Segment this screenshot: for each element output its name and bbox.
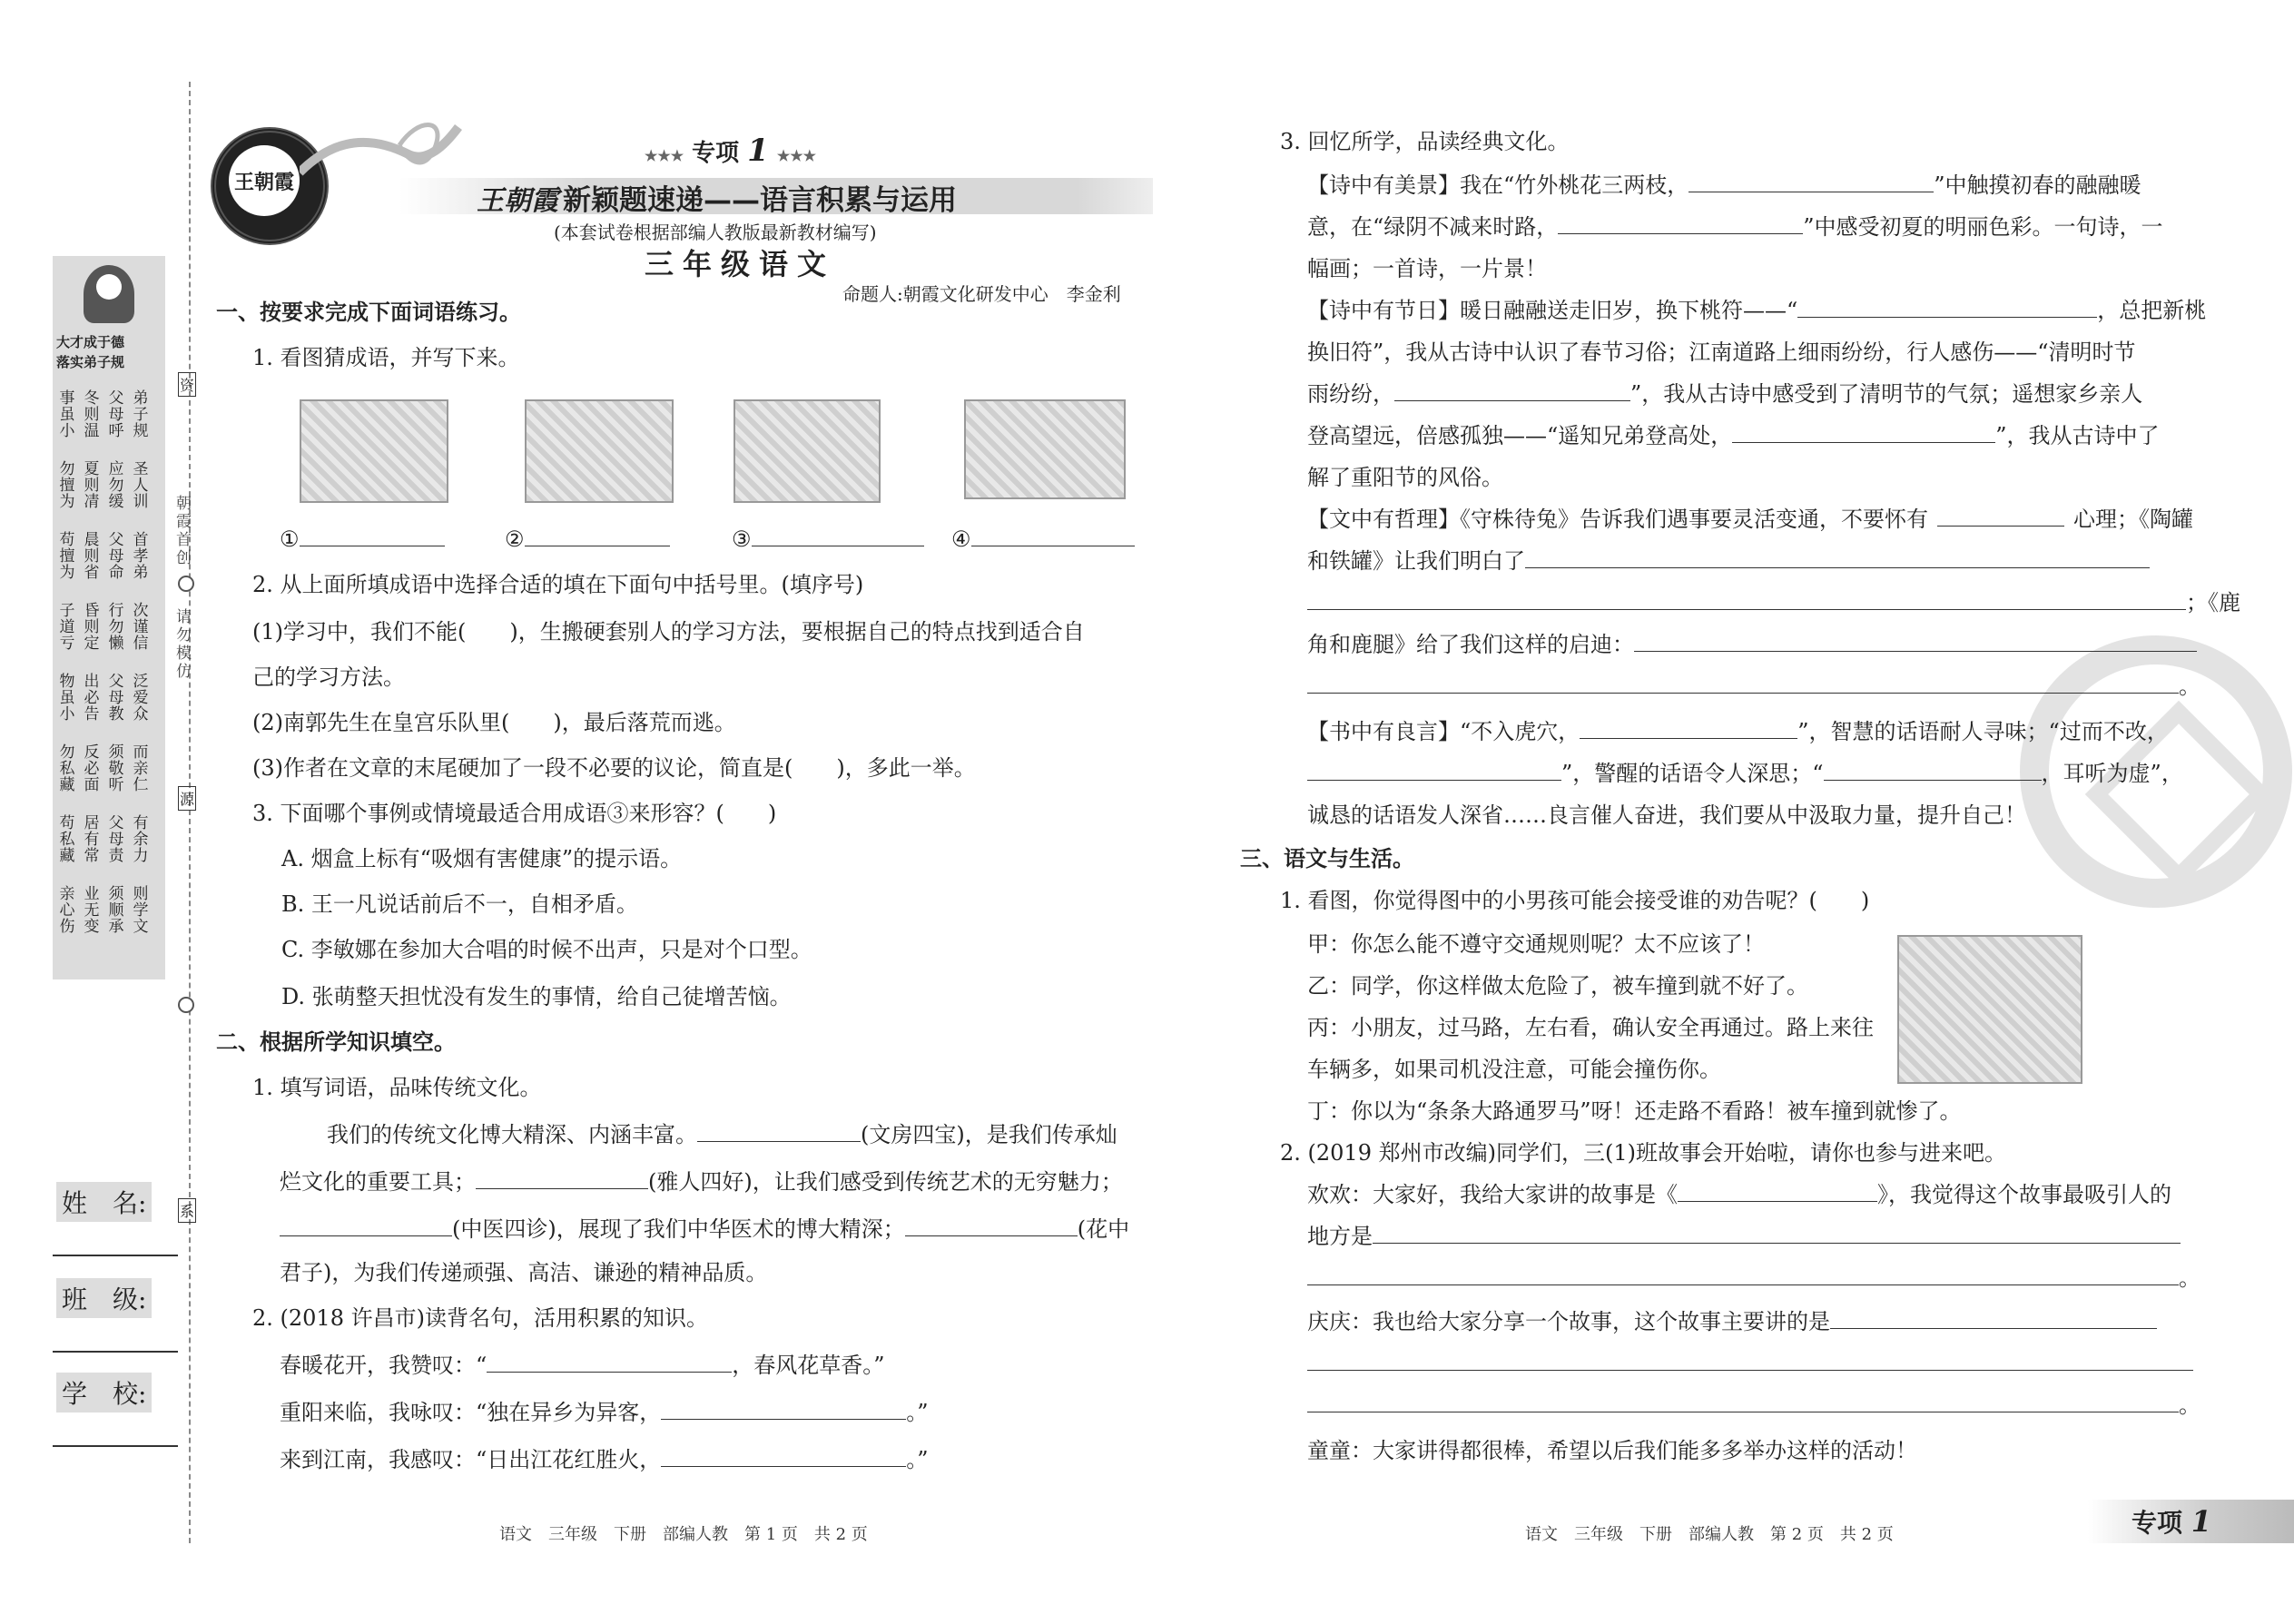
poem-text-2b: 。” xyxy=(906,1400,929,1425)
sidebar-verse: 父 母 呼 xyxy=(108,389,124,440)
classic-line-15 xyxy=(1307,759,2183,788)
story-line-6 xyxy=(1307,1391,2200,1420)
sidebar-slogan-1: 大才成于德 xyxy=(56,334,125,350)
classic-line-4 xyxy=(1307,296,2206,325)
blank-classic-11[interactable] xyxy=(1307,589,2186,610)
classic-line-9 xyxy=(1307,505,2193,534)
sidebar-verse: 须 顺 承 xyxy=(108,885,124,936)
question-1-3: 3. 下面哪个事例或情境最适合用成语③来形容？( ) xyxy=(252,801,777,826)
story-text-1b: 》，我觉得这个故事最吸引人的 xyxy=(1877,1182,2171,1207)
classic-text-6a: 雨纷纷， xyxy=(1307,381,1394,407)
name-label: 姓 名: xyxy=(56,1182,152,1222)
sidebar-verse: 父 母 责 xyxy=(108,814,124,865)
classic-line-16: 诚恳的话语发人深省……良言催人奋进，我们要从中汲取力量，提升自己！ xyxy=(1307,802,2026,828)
classic-text-2b: ”中感受初夏的明丽色彩。一句诗，一 xyxy=(1803,214,2163,240)
sidebar-verse: 父 母 教 xyxy=(108,673,124,723)
story-line-5 xyxy=(1307,1349,2193,1378)
classic-text-13: 。 xyxy=(2179,674,2200,699)
sidebar-verse: 晨 则 省 xyxy=(84,531,100,582)
grade-title: 三年级语文 xyxy=(645,247,836,281)
sidebar-verse: 须 敬 听 xyxy=(108,743,124,794)
question-1-2-1a: (1)学习中，我们不能( )，生搬硬套别人的学习方法，要根据自己的特点找到适合自 xyxy=(252,619,1085,645)
poem-text-2a: 重阳来临，我咏叹：“独在异乡为异客， xyxy=(280,1400,662,1425)
sidebar-slogan-2: 落实弟子规 xyxy=(56,354,125,370)
story-line-2 xyxy=(1307,1222,2181,1251)
sidebar-verse: 泛 爱 众 xyxy=(133,673,149,723)
blank-classic-1[interactable] xyxy=(1689,172,1934,192)
classic-line-2 xyxy=(1307,212,2163,241)
question-1-2-2: (2)南郭先生在皇宫乐队里( )，最后落荒而逃。 xyxy=(252,710,736,735)
corner-tag-text: 专项 xyxy=(2132,1508,2183,1538)
poem-text-1b: ，春风花草香。” xyxy=(732,1353,885,1378)
author-line: 命题人:朝霞文化研发中心 李金利 xyxy=(842,283,1121,305)
binding-line xyxy=(189,82,191,1543)
classic-text-4a: 【诗中有节日】暖日融融送走旧岁，换下桃符——“ xyxy=(1307,298,1798,323)
answer-number-3: ③ xyxy=(732,527,752,552)
answer-number-4: ④ xyxy=(951,527,971,552)
classic-line-12 xyxy=(1307,630,2197,659)
classic-text-12: 角和鹿腿》给了我们这样的启迪： xyxy=(1307,632,1634,657)
answer-2[interactable] xyxy=(505,525,670,554)
sidebar-verse: 弟 子 规 xyxy=(133,389,149,440)
school-field[interactable] xyxy=(53,1445,178,1447)
classic-text-11: ；《鹿 xyxy=(2186,590,2240,615)
special-label xyxy=(645,133,816,169)
school-label: 学 校: xyxy=(56,1373,152,1412)
classic-line-6 xyxy=(1307,379,2142,408)
corner-tag-number: 1 xyxy=(2191,1504,2212,1539)
sidebar-verse: 夏 则 凊 xyxy=(84,460,100,511)
seal-mark-1: 资 xyxy=(178,372,196,397)
classic-text-6b: ”，我从古诗中感受到了清明节的气氛；遥想家乡亲人 xyxy=(1630,381,2143,407)
sidebar-verse: 业 无 变 xyxy=(84,885,100,936)
poem-text-3a: 来到江南，我感叹：“日出江花红胜火， xyxy=(280,1447,662,1472)
classic-text-4b: ，总把新桃 xyxy=(2097,298,2207,323)
sidebar-verse: 次 谨 信 xyxy=(133,602,149,653)
footer-right: 语文 三年级 下册 部编人教 第 2 页 共 2 页 xyxy=(1525,1525,1894,1544)
blank-poem-1[interactable] xyxy=(487,1352,732,1373)
classic-line-11 xyxy=(1307,588,2240,617)
blank-story-title[interactable] xyxy=(1678,1181,1877,1202)
page-title: 新颖题速递——语言积累与运用 xyxy=(563,184,957,217)
blank-classic-13[interactable] xyxy=(1307,673,2179,694)
sidebar-verse: 事 虽 小 xyxy=(59,389,75,440)
corner-tag xyxy=(2132,1503,2211,1540)
classic-line-3: 幅画；一首诗，一片景！ xyxy=(1307,256,1547,281)
sidebar-verse: 出 必 告 xyxy=(84,673,100,723)
classic-line-8: 解了重阳节的风俗。 xyxy=(1307,465,1503,490)
sidebar-verse: 昏 则 定 xyxy=(84,602,100,653)
story-line-7: 童童：大家讲得都很棒，希望以后我们能多多举办这样的活动！ xyxy=(1307,1438,1917,1463)
special-text: 专项 xyxy=(692,140,740,167)
blank-story-reason[interactable] xyxy=(1373,1223,2181,1244)
section-2-title: 二、根据所学知识填空。 xyxy=(216,1029,456,1055)
sidebar-verse: 行 勿 懒 xyxy=(108,602,124,653)
story-dot-2: 。 xyxy=(2179,1393,2200,1418)
classic-line-1 xyxy=(1307,171,2141,200)
question-1-2-3: (3)作者在文章的末尾硬加了一段不必要的议论，简直是( )，多此一举。 xyxy=(252,755,976,781)
blank-classic-4[interactable] xyxy=(1797,297,2097,318)
sidebar-verse: 居 有 常 xyxy=(84,814,100,865)
question-1-2: 2. 从上面所填成语中选择合适的填在下面句中括号里。(填序号) xyxy=(252,572,864,597)
classic-line-5: 换旧符”，我从古诗中认识了春节习俗；江南道路上细雨纷纷，行人感伤——“清明时节 xyxy=(1307,340,2136,365)
binding-hole-2 xyxy=(178,997,194,1013)
sidebar-verses xyxy=(58,390,160,971)
advice-bing-1: 丙：小朋友，过马路，左右看，确认安全再通过。路上来往 xyxy=(1307,1015,1874,1040)
option-d: D. 张萌整天担忧没有发生的事情，给自己徒增苦恼。 xyxy=(281,984,792,1009)
vertical-note-1: 朝霞首创 xyxy=(172,495,191,567)
sidebar-panel xyxy=(53,256,165,979)
sidebar-verse: 物 虽 小 xyxy=(59,673,75,723)
blank-classic-12[interactable] xyxy=(1634,631,2197,652)
sidebar-verse: 圣 人 训 xyxy=(133,460,149,511)
advice-bing-2: 车辆多，如果司机没注意，可能会撞伤你。 xyxy=(1307,1057,1721,1082)
blank-classic-14[interactable] xyxy=(1580,718,1797,739)
blank-poem-3[interactable] xyxy=(661,1446,906,1467)
vertical-note-2: 请勿模仿 xyxy=(172,608,191,681)
answer-1[interactable] xyxy=(280,525,445,554)
sidebar-verse: 勿 私 藏 xyxy=(59,743,75,794)
idiom-picture-1 xyxy=(300,399,448,503)
classic-text-7b: ”，我从古诗中了 xyxy=(1995,423,2160,448)
answer-4[interactable] xyxy=(951,525,1135,554)
blank-wenfang[interactable] xyxy=(697,1121,861,1142)
classic-line-10 xyxy=(1307,546,2150,576)
sidebar-verse: 子 道 亏 xyxy=(59,602,75,653)
option-c: C. 李敏娜在参加大合唱的时候不出声，只是对个口型。 xyxy=(281,937,812,962)
culture-line-4: 君子)，为我们传递顽强、高洁、谦逊的精神品质。 xyxy=(280,1260,768,1285)
answer-number-2: ② xyxy=(505,527,525,552)
story-line-4 xyxy=(1307,1307,2157,1336)
culture-text-1b: (文房四宝)，是我们传承灿 xyxy=(861,1122,1117,1147)
blank-poem-2[interactable] xyxy=(661,1399,906,1420)
sidebar-verse: 应 勿 缓 xyxy=(108,460,124,511)
story-dot-1: 。 xyxy=(2179,1265,2200,1291)
advice-jia: 甲：你怎么能不遵守交通规则呢？太不应该了！ xyxy=(1307,931,1765,957)
culture-text-2b: (雅人四好)，让我们感受到传统艺术的无穷魅力； xyxy=(648,1169,1123,1195)
classic-text-9a: 【文中有哲理】《守株待兔》告诉我们遇事要灵活变通，不要怀有 xyxy=(1307,507,1928,532)
poem-line-2 xyxy=(280,1398,929,1427)
sidebar-verse: 而 亲 仁 xyxy=(133,743,149,794)
classic-text-15a: ”，警醒的话语令人深思；“ xyxy=(1561,761,1824,786)
stars-left: ★★★ xyxy=(645,147,684,164)
advice-ding: 丁：你以为“条条大路通罗马”呀！还走路不看路！被车撞到就惨了。 xyxy=(1307,1098,1962,1124)
idiom-picture-3 xyxy=(733,399,881,503)
blank-story-reason-2[interactable] xyxy=(1307,1265,2179,1285)
scholar-figure xyxy=(84,265,134,323)
culture-line-2 xyxy=(280,1167,1123,1196)
sidebar-verse: 首 孝 弟 xyxy=(133,531,149,582)
blank-zhongyi[interactable] xyxy=(280,1216,452,1236)
sidebar-verse: 有 余 力 xyxy=(133,814,149,865)
story-line-1 xyxy=(1307,1180,2171,1209)
blank-story-summary-3[interactable] xyxy=(1307,1392,2179,1412)
classic-text-1b: ”中触摸初春的融融暖 xyxy=(1934,172,2141,198)
name-field[interactable] xyxy=(53,1255,178,1256)
sidebar-verse: 冬 则 温 xyxy=(84,389,100,440)
blank-classic-15b[interactable] xyxy=(1824,760,2042,781)
question-3-1: 1. 看图，你觉得图中的小男孩可能会接受谁的劝告呢？( ) xyxy=(1280,888,1870,913)
blank-classic-15a[interactable] xyxy=(1307,760,1561,781)
class-label: 班 级: xyxy=(56,1278,152,1318)
seal-mark-2: 源 xyxy=(178,786,196,811)
idiom-picture-4 xyxy=(964,399,1126,499)
classic-text-14b: ”，智慧的话语耐人寻味；“过而不改， xyxy=(1797,719,2169,744)
blank-story-summary-2[interactable] xyxy=(1307,1350,2193,1371)
question-3-2: 2. (2019 郑州市改编)同学们，三(1)班故事会开始啦，请你也参与进来吧。 xyxy=(1280,1140,2006,1166)
blank-classic-6[interactable] xyxy=(1394,380,1630,401)
class-field[interactable] xyxy=(53,1351,178,1353)
question-2-1: 1. 填写词语，品味传统文化。 xyxy=(252,1075,542,1100)
page-subtitle: (本套试卷根据部编人教版最新教材编写) xyxy=(554,221,877,243)
poem-text-1a: 春暖花开，我赞叹：“ xyxy=(280,1353,487,1378)
option-b: B. 王一凡说话前后不一，自相矛盾。 xyxy=(281,891,638,917)
sidebar-verse: 苟 私 藏 xyxy=(59,814,75,865)
idiom-picture-2 xyxy=(525,399,674,503)
classic-line-13 xyxy=(1307,672,2200,701)
logo-text: 王朝霞 xyxy=(233,171,294,194)
binding-hole-1 xyxy=(178,576,194,592)
question-1-1: 1. 看图猜成语，并写下来。 xyxy=(252,345,520,370)
special-number: 1 xyxy=(747,133,769,169)
blank-yaren[interactable] xyxy=(476,1168,648,1189)
question-1-2-1b: 己的学习方法。 xyxy=(252,664,405,690)
story-text-4: 庆庆：我也给大家分享一个故事，这个故事主要讲的是 xyxy=(1307,1309,1830,1334)
culture-text-1a: 我们的传统文化博大精深、内涵丰富。 xyxy=(327,1122,697,1147)
seal-mark-3: 系 xyxy=(178,1198,196,1223)
sidebar-verse: 父 母 命 xyxy=(108,531,124,582)
culture-line-3 xyxy=(280,1215,1129,1244)
section-3-title: 三、语文与生活。 xyxy=(1240,846,1414,871)
story-text-2: 地方是 xyxy=(1307,1224,1373,1249)
classic-text-10: 和铁罐》让我们明白了 xyxy=(1307,548,1525,574)
boy-car-picture xyxy=(1897,935,2082,1084)
poem-line-1 xyxy=(280,1351,885,1380)
option-a: A. 烟盒上标有“吸烟有害健康”的提示语。 xyxy=(281,846,683,871)
question-2-3: 3. 回忆所学，品读经典文化。 xyxy=(1280,129,1570,154)
title-brand: 王朝霞 xyxy=(477,185,558,217)
classic-text-2a: 意，在“绿阴不减来时路， xyxy=(1307,214,1559,240)
poem-text-3b: 。” xyxy=(906,1447,929,1472)
classic-text-9b: 心理；《陶罐 xyxy=(2073,507,2193,532)
blank-classic-9[interactable] xyxy=(1937,506,2064,527)
culture-text-3a: (中医四诊)，展现了我们中华医术的博大精深； xyxy=(452,1216,905,1242)
story-line-3 xyxy=(1307,1264,2200,1293)
culture-line-1 xyxy=(327,1120,1117,1149)
footer-left: 语文 三年级 下册 部编人教 第 1 页 共 2 页 xyxy=(499,1525,868,1544)
answer-number-1: ① xyxy=(280,527,300,552)
stars-right: ★★★ xyxy=(776,147,816,164)
classic-text-14a: 【书中有良言】“不入虎穴， xyxy=(1307,719,1580,744)
sidebar-verse: 勿 擅 为 xyxy=(59,460,75,511)
classic-text-1a: 【诗中有美景】我在“竹外桃花三两枝， xyxy=(1307,172,1689,198)
sidebar-verse: 苟 擅 为 xyxy=(59,531,75,582)
section-1-title: 一、按要求完成下面词语练习。 xyxy=(216,300,521,325)
sidebar-verse: 亲 心 伤 xyxy=(59,885,75,936)
blank-classic-10[interactable] xyxy=(1525,547,2150,568)
blank-classic-7[interactable] xyxy=(1732,422,1995,443)
classic-line-7 xyxy=(1307,421,2160,450)
poem-line-3 xyxy=(280,1445,929,1474)
classic-text-7a: 登高望远，倍感孤独——“遥知兄弟登高处， xyxy=(1307,423,1733,448)
blank-story-summary[interactable] xyxy=(1830,1308,2157,1329)
classic-line-14 xyxy=(1307,717,2169,746)
culture-text-2a: 烂文化的重要工具； xyxy=(280,1169,476,1195)
blank-classic-2[interactable] xyxy=(1558,213,1803,234)
advice-yi: 乙：同学，你这样做太危险了，被车撞到就不好了。 xyxy=(1307,973,1808,999)
culture-text-3b: (花中 xyxy=(1077,1216,1130,1242)
story-text-1a: 欢欢：大家好，我给大家讲的故事是《 xyxy=(1307,1182,1678,1207)
question-2-2: 2. (2018 许昌市)读背名句，活用积累的知识。 xyxy=(252,1305,708,1331)
classic-text-15b: ，耳听为虚”， xyxy=(2041,761,2183,786)
answer-3[interactable] xyxy=(732,525,924,554)
blank-huazhong[interactable] xyxy=(905,1216,1078,1236)
sidebar-verse: 则 学 文 xyxy=(133,885,149,936)
sidebar-verse: 反 必 面 xyxy=(84,743,100,794)
